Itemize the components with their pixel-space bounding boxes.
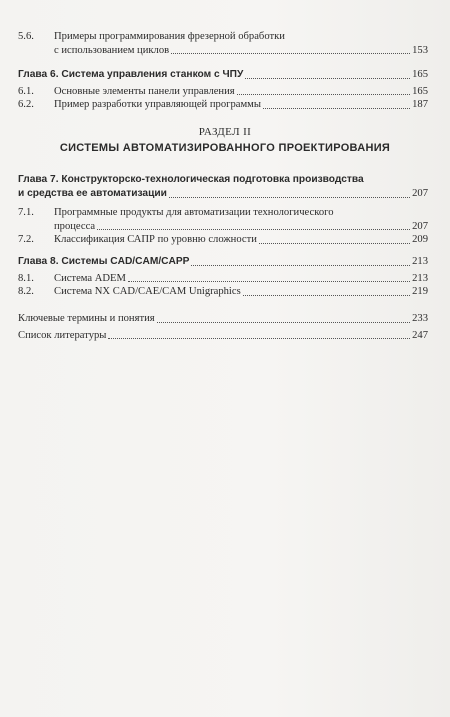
toc-entry-6-2[interactable] — [18, 98, 428, 112]
entry-page-number: 187 — [412, 99, 428, 111]
toc-chapter-7[interactable] — [18, 173, 428, 201]
chapter-page-number: 213 — [412, 256, 428, 267]
entry-title: Система NX CAD/CAE/CAM Unigraphics — [54, 286, 241, 298]
toc-group-chapter-7 — [18, 173, 428, 247]
entry-page-number: 207 — [412, 220, 428, 232]
toc-entry-6-1[interactable] — [18, 85, 428, 99]
entry-title: Основные элементы панели управления — [54, 85, 235, 97]
entry-number: 5.6. — [18, 31, 34, 42]
entry-number: 8.1. — [18, 272, 34, 284]
dot-leader — [108, 338, 410, 339]
entry-title-line2: с использованием циклов — [54, 44, 170, 56]
dot-leader — [263, 108, 410, 109]
chapter-page-number: 165 — [412, 69, 428, 80]
entry-title: Система ADEM — [54, 272, 126, 284]
dot-leader — [245, 78, 410, 79]
toc-group-chapter-8 — [18, 255, 428, 299]
chapter-title: Глава 6. Система управления станком с ЧПУ — [18, 69, 244, 80]
entry-number: 6.1. — [18, 85, 34, 97]
entry-number: 8.2. — [18, 286, 34, 298]
entry-title-line1: Примеры программирования фрезерной обработки — [54, 31, 285, 42]
dot-leader — [157, 322, 410, 323]
entry-page-number: 233 — [412, 313, 428, 324]
toc-entry-5-6[interactable] — [18, 30, 428, 57]
toc-entry-bibliography[interactable] — [18, 329, 428, 343]
dot-leader — [237, 94, 410, 95]
toc-chapter-8[interactable] — [18, 255, 428, 269]
toc-group-back-matter — [18, 312, 428, 342]
dot-leader — [171, 53, 410, 54]
toc-group-5-6 — [18, 30, 428, 57]
toc-chapter-6[interactable] — [18, 68, 428, 82]
chapter-page-number: 207 — [412, 188, 428, 199]
dot-leader — [128, 281, 410, 282]
section-label: РАЗДЕЛ II — [198, 126, 252, 138]
entry-page-number: 219 — [412, 286, 428, 298]
entry-page-number: 209 — [412, 234, 428, 246]
entry-title-line1: Программные продукты для автоматизации технологического — [54, 207, 334, 218]
toc-entry-7-2[interactable] — [18, 233, 428, 247]
entry-title-line2: процесса — [54, 220, 96, 232]
entry-page-number: 153 — [412, 44, 428, 56]
entry-title: Список литературы — [18, 329, 107, 341]
toc-entry-7-1[interactable] — [18, 206, 428, 233]
entry-title: Классификация САПР по уровню сложности — [54, 234, 257, 246]
entry-title: Ключевые термины и понятия — [18, 313, 155, 324]
entry-page-number: 247 — [412, 329, 428, 341]
chapter-title-line2: и средства ее автоматизации — [18, 188, 167, 199]
chapter-title-line1: Глава 7. Конструкторско-технологическая подготовка производства — [18, 174, 364, 185]
toc-group-chapter-6 — [18, 68, 428, 112]
section-title: СИСТЕМЫ АВТОМАТИЗИРОВАННОГО ПРОЕКТИРОВАНИЯ — [59, 142, 391, 154]
dot-leader — [97, 229, 410, 230]
chapter-title: Глава 8. Системы CAD/CAM/CAPP — [18, 256, 190, 267]
entry-number: 6.2. — [18, 99, 34, 111]
entry-page-number: 165 — [412, 85, 428, 97]
dot-leader — [243, 295, 410, 296]
dot-leader — [259, 243, 410, 244]
section-heading — [0, 126, 450, 154]
entry-number: 7.1. — [18, 207, 34, 218]
entry-number: 7.2. — [18, 234, 34, 246]
entry-title: Пример разработки управляющей программы — [54, 99, 262, 111]
entry-page-number: 213 — [412, 272, 428, 284]
dot-leader — [191, 265, 410, 266]
toc-entry-key-terms[interactable] — [18, 312, 428, 326]
toc-entry-8-1[interactable] — [18, 272, 428, 286]
dot-leader — [169, 197, 410, 198]
toc-entry-8-2[interactable] — [18, 285, 428, 299]
